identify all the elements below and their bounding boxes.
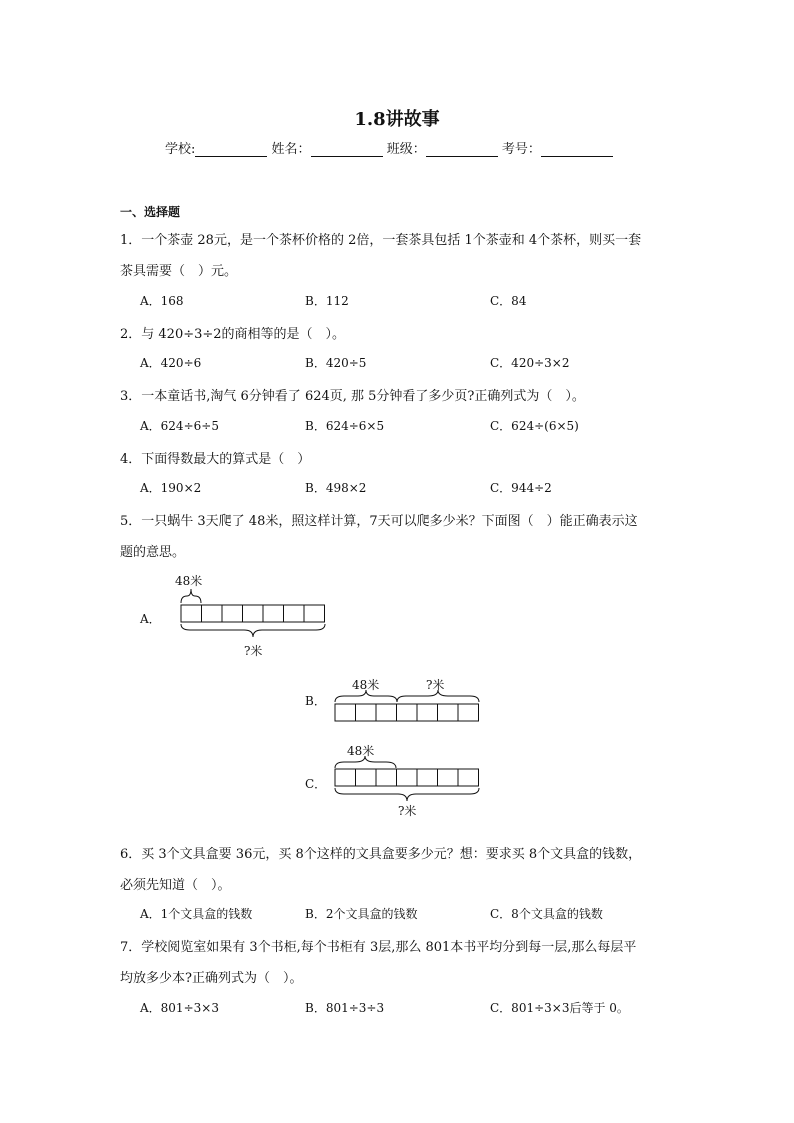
question-7-option-c[interactable]: C．801÷3×3后等于 0。 [490,1001,629,1015]
question-6-line-2: 必须先知道（ ）。 [120,878,231,893]
diagram-c-bottom-label: ?米 [398,804,417,818]
diagram-b [332,688,484,724]
name-label: 姓名： [271,142,311,157]
diagram-a-bottom-brace [181,624,325,637]
question-1-option-b[interactable]: B．112 [305,294,349,308]
question-7-option-a[interactable]: A．801÷3×3 [140,1001,219,1015]
class-blank [426,142,498,157]
question-4-option-b[interactable]: B．498×2 [305,481,367,495]
question-6-option-b[interactable]: B．2个文具盒的钱数 [305,907,418,921]
question-2-option-a[interactable]: A．420÷6 [140,356,202,370]
question-1-option-c[interactable]: C．84 [490,294,527,308]
question-2-line-1: 2．与 420÷3÷2的商相等的是（ ）。 [120,327,346,342]
question-6-option-a[interactable]: A．1个文具盒的钱数 [140,907,253,921]
diagram-c-top-brace [335,756,396,768]
diagram-b-right-label: ?米 [426,678,445,692]
question-3-line-1: 3．一本童话书,淘气 6分钟看了 624页, 那 5分钟看了多少页?正确列式为（ ）。 [120,389,585,404]
diagram-b-right-brace [397,690,479,702]
diagram-c-bottom-brace [335,788,479,801]
diagram-a-cells [181,605,325,622]
diagram-a-top-brace [181,589,201,603]
question-7-line-1: 7．学校阅览室如果有 3个书柜,每个书柜有 3层,那么 801本书平均分到每一层,那么每层平 [120,940,637,955]
question-6-line-1: 6．买 3个文具盒要 36元，买 8个这样的文具盒要多少元？想：要求买 8个文具盒的钱数， [120,847,642,862]
diagram-a-bottom-label: ?米 [244,644,263,658]
diagram-b-left-brace [335,690,397,702]
student-info-line [165,138,613,157]
diagram-b-label[interactable]: B． [305,694,326,708]
school-label: 学校: [165,142,196,157]
question-7-line-2: 均放多少本?正确列式为（ ）。 [120,971,303,986]
question-4-line-1: 4．下面得数最大的算式是（ ） [120,452,311,467]
question-1-option-a[interactable]: A．168 [140,294,184,308]
diagram-c [330,754,486,804]
question-4-option-c[interactable]: C．944÷2 [490,481,552,495]
page-title: 1.8讲故事 [354,109,440,130]
diagram-a-top-label: 48米 [175,574,203,588]
diagram-c-cells [335,769,479,786]
school-blank [195,142,267,157]
diagram-c-top-label: 48米 [347,744,375,758]
question-3-option-a[interactable]: A．624÷6÷5 [140,419,219,433]
question-1-line-1: 1．一个茶壶 28元，是一个茶杯价格的 2倍，一套茶具包括 1个茶壶和 4个茶杯，则买一套 [120,233,642,248]
question-5-line-1: 5．一只蜗牛 3天爬了 48米，照这样计算，7天可以爬多少米？下面图（ ）能正确表示这 [120,514,638,529]
diagram-c-label[interactable]: C． [305,777,327,791]
diagram-b-left-label: 48米 [352,678,380,692]
question-1-line-2: 茶具需要（ ）元。 [120,264,238,279]
number-label: 考号： [501,142,541,157]
question-2-option-b[interactable]: B．420÷5 [305,356,367,370]
number-blank [541,142,613,157]
class-label: 班级： [386,142,426,157]
name-blank [311,142,383,157]
question-6-option-c[interactable]: C．8个文具盒的钱数 [490,907,603,921]
question-3-option-c[interactable]: C．624÷(6×5) [490,419,579,433]
section-heading: 一、选择题 [120,205,181,219]
diagram-b-cells [335,704,479,721]
question-7-option-b[interactable]: B．801÷3÷3 [305,1001,385,1015]
question-3-option-b[interactable]: B．624÷6×5 [305,419,385,433]
diagram-a-label[interactable]: A． [140,612,161,626]
question-4-option-a[interactable]: A．190×2 [140,481,202,495]
question-2-option-c[interactable]: C．420÷3×2 [490,356,570,370]
diagram-a [178,588,330,640]
question-5-line-2: 题的意思。 [120,545,186,560]
